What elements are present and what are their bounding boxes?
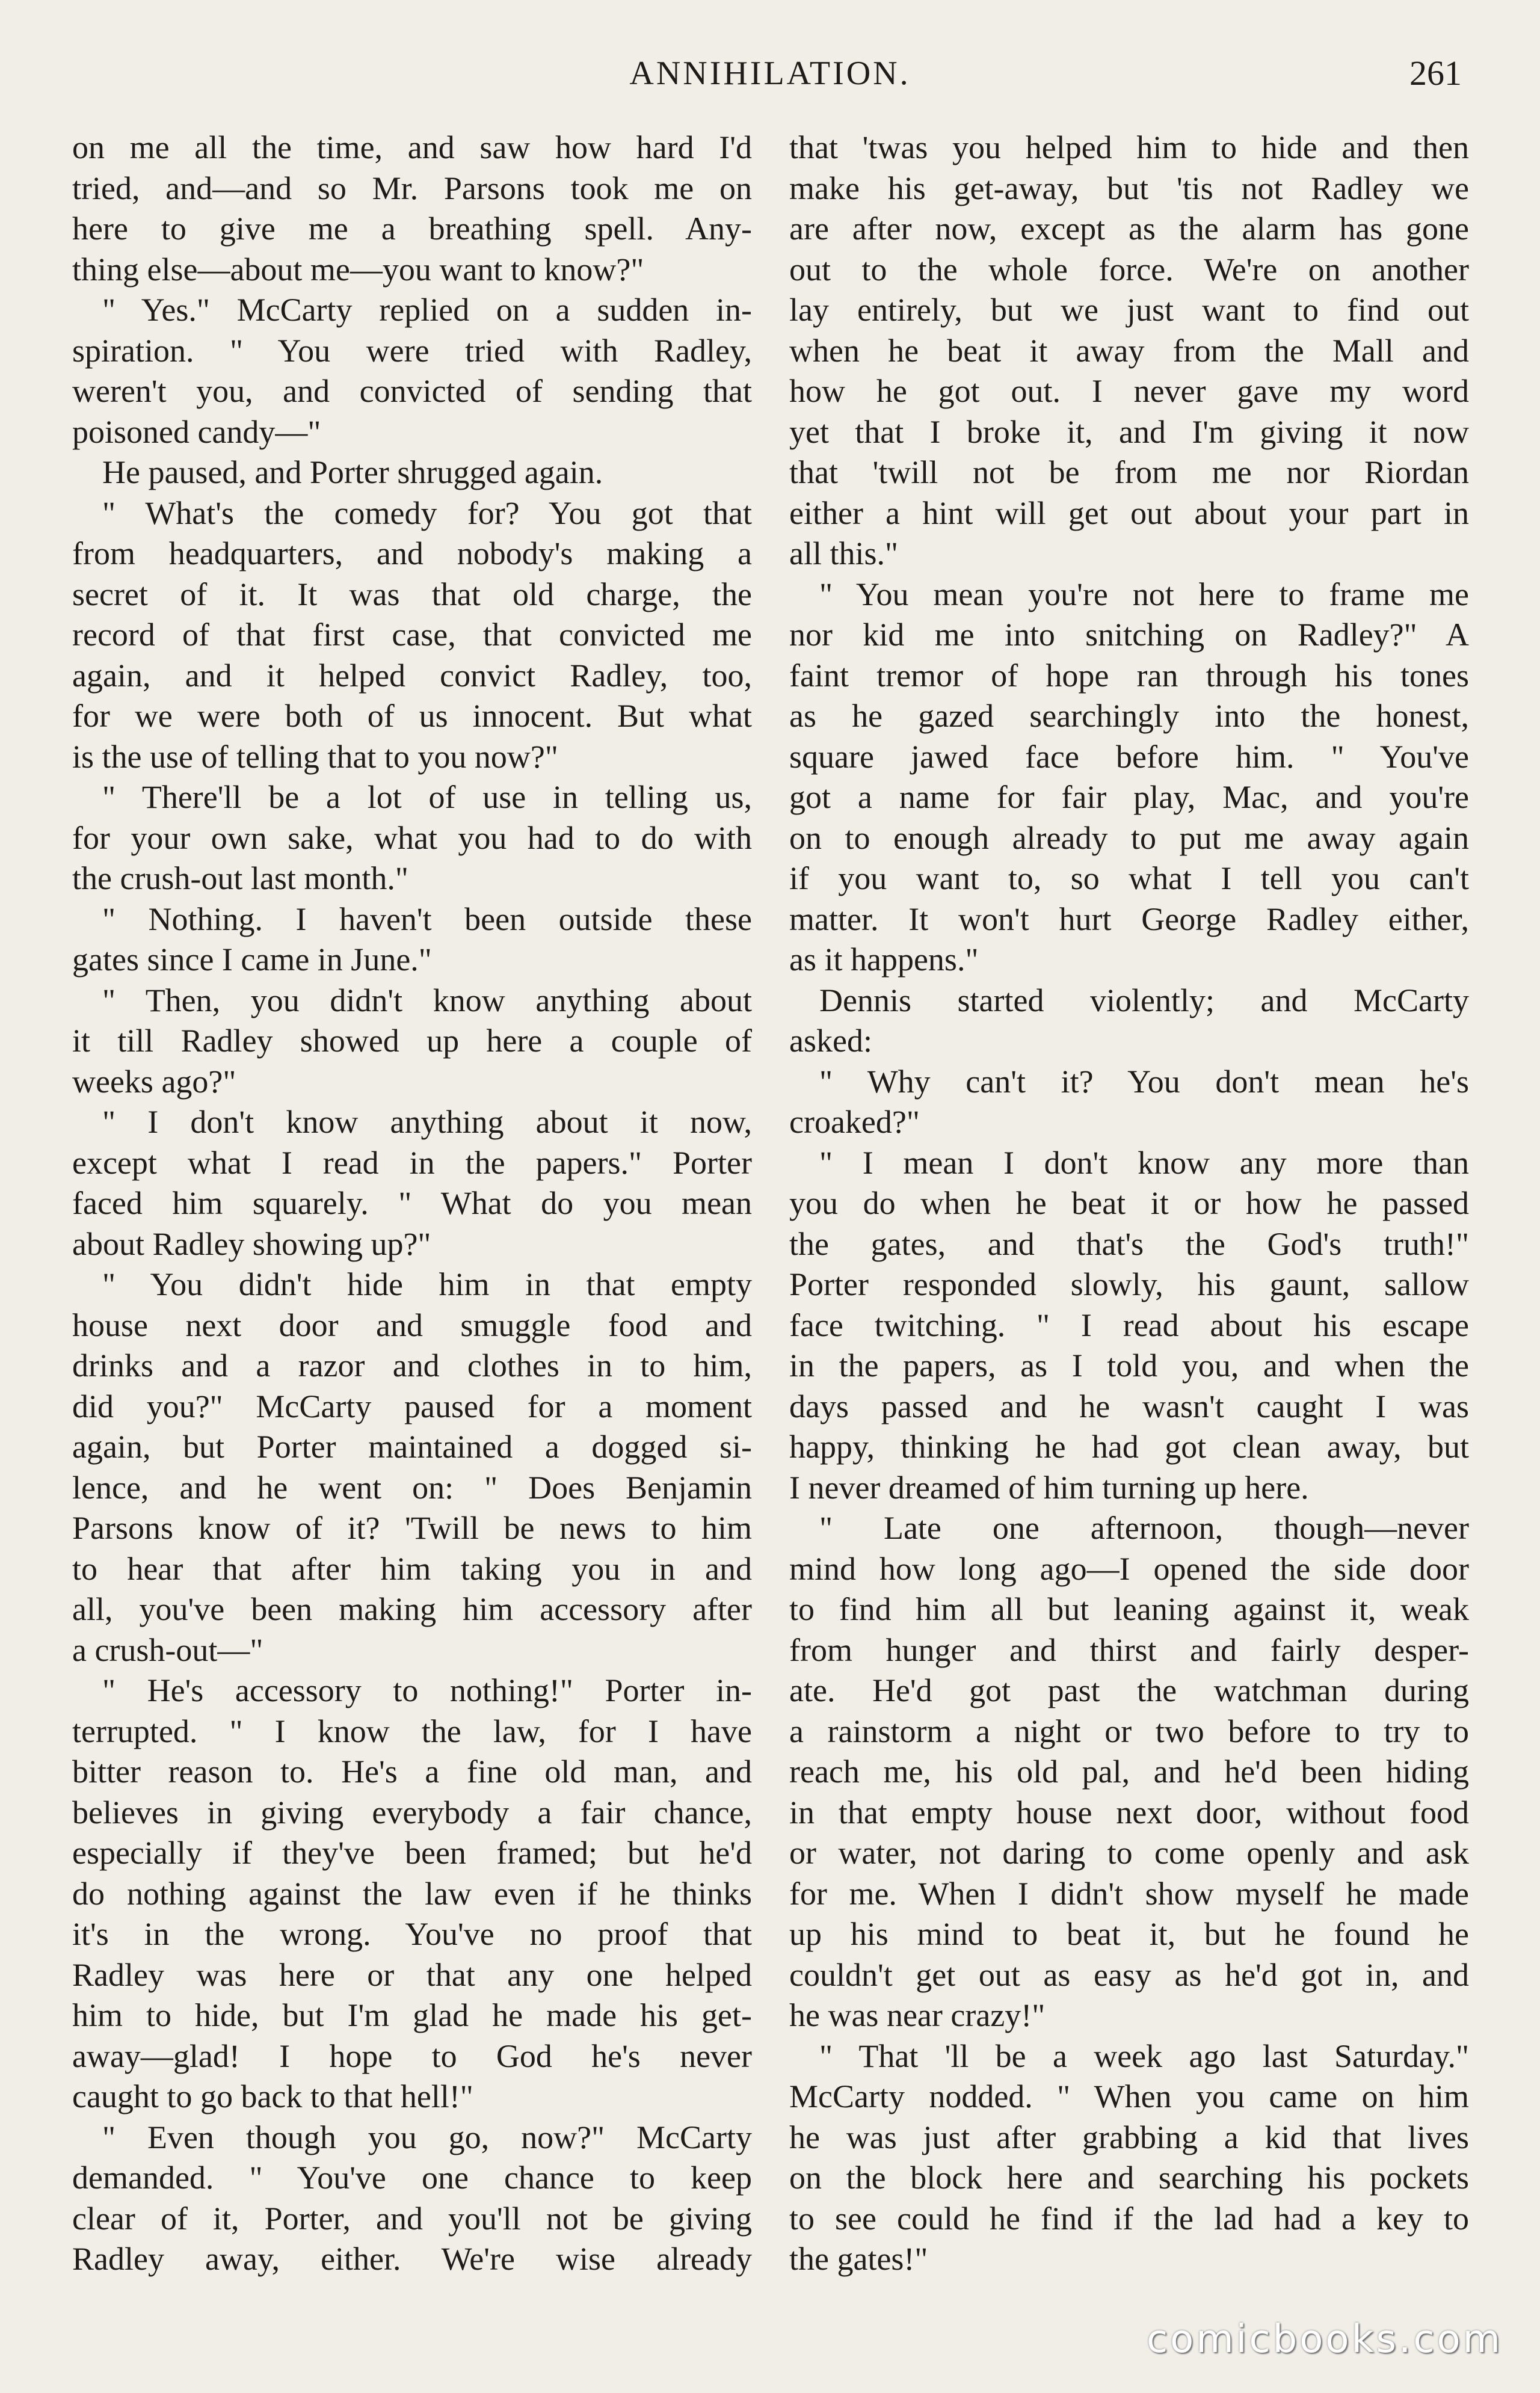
text-line: " There'll be a lot of use in telling us,: [102, 779, 752, 815]
text-line: make his get-away, but 'tis not Radley we: [789, 170, 1469, 206]
text-line: again, and it helped convict Radley, too,: [72, 657, 752, 694]
text-line: out to the whole force. We're on another: [789, 251, 1469, 288]
text-line: it's in the wrong. You've no proof that: [72, 1916, 752, 1952]
text-line: weeks ago?": [72, 1063, 236, 1100]
text-line: caught to go back to that hell!": [72, 2078, 473, 2114]
text-line: how he got out. I never gave my word: [789, 373, 1469, 409]
text-line: lence, and he went on: " Does Benjamin: [72, 1469, 752, 1506]
text-line: in that empty house next door, without food: [789, 1794, 1469, 1831]
text-line: faced him squarely. " What do you mean: [72, 1185, 752, 1221]
text-line: " That 'll be a week ago last Saturday.": [819, 2037, 1469, 2074]
text-line: Radley was here or that any one helped: [72, 1956, 752, 1993]
text-line: nor kid me into snitching on Radley?" A: [789, 617, 1469, 653]
text-line: He paused, and Porter shrugged again.: [102, 454, 603, 490]
text-line: from hunger and thirst and fairly desper-: [789, 1631, 1469, 1668]
text-line: it till Radley showed up here a couple of: [72, 1023, 752, 1059]
text-line: couldn't get out as easy as he'd got in, and: [789, 1956, 1469, 1993]
text-line: to find him all but leaning against it, weak: [789, 1591, 1469, 1627]
text-line: you do when he beat it or how he passed: [789, 1185, 1469, 1221]
running-title: ANNIHILATION.: [629, 55, 911, 92]
text-line: Dennis started violently; and McCarty: [819, 982, 1469, 1018]
text-line: in the papers, as I told you, and when the: [789, 1347, 1469, 1384]
text-line: on me all the time, and saw how hard I'd: [72, 129, 752, 165]
text-line: " Late one afternoon, though—never: [819, 1510, 1469, 1546]
text-line: away—glad! I hope to God he's never: [72, 2037, 752, 2074]
text-line: when he beat it away from the Mall and: [789, 332, 1469, 369]
text-line: " Yes." McCarty replied on a sudden in-: [102, 292, 752, 328]
text-line: all, you've been making him accessory after: [72, 1591, 752, 1627]
text-line: Radley away, either. We're wise already: [72, 2241, 752, 2277]
text-line: as it happens.": [789, 941, 979, 978]
text-line: square jawed face before him. " You've: [789, 738, 1469, 775]
text-line: him to hide, but I'm glad he made his get-: [72, 1997, 752, 2033]
text-line: especially if they've been framed; but he'd: [72, 1835, 752, 1871]
text-line: mind how long ago—I opened the side door: [789, 1550, 1469, 1587]
text-line: are after now, except as the alarm has gone: [789, 211, 1469, 247]
text-line: he was just after grabbing a kid that lives: [789, 2119, 1469, 2155]
text-line: do nothing against the law even if he thinks: [72, 1875, 752, 1912]
text-line: a rainstorm a night or two before to try to: [789, 1713, 1469, 1749]
text-line: record of that first case, that convicted me: [72, 617, 752, 653]
text-line: " Nothing. I haven't been outside these: [102, 901, 752, 937]
text-line: " You mean you're not here to frame me: [819, 576, 1469, 612]
text-line: all this.": [789, 535, 899, 571]
text-line: except what I read in the papers." Porter: [72, 1144, 752, 1181]
text-line: about Radley showing up?": [72, 1225, 431, 1262]
text-line: from headquarters, and nobody's making a: [72, 535, 752, 571]
text-line: I never dreamed of him turning up here.: [789, 1469, 1309, 1506]
text-line: or water, not daring to come openly and ask: [789, 1835, 1469, 1871]
text-line: ate. He'd got past the watchman during: [789, 1672, 1469, 1708]
text-line: the gates!": [789, 2241, 928, 2277]
text-line: is the use of telling that to you now?": [72, 738, 558, 775]
text-line: to hear that after him taking you in and: [72, 1550, 752, 1587]
text-line: lay entirely, but we just want to find out: [789, 292, 1469, 328]
text-line: days passed and he wasn't caught I was: [789, 1388, 1469, 1424]
text-line: croaked?": [789, 1104, 920, 1140]
text-line: that 'twill not be from me nor Riordan: [789, 454, 1469, 490]
text-line: yet that I broke it, and I'm giving it now: [789, 413, 1469, 450]
text-line: here to give me a breathing spell. Any-: [72, 211, 752, 247]
text-line: poisoned candy—": [72, 413, 321, 450]
text-line: McCarty nodded. " When you came on him: [789, 2078, 1469, 2114]
text-line: bitter reason to. He's a fine old man, and: [72, 1754, 752, 1790]
watermark: comicbooks.com: [1146, 2317, 1503, 2362]
left-text-column: [72, 128, 752, 2280]
text-line: " Even though you go, now?" McCarty: [102, 2119, 752, 2155]
text-line: did you?" McCarty paused for a moment: [72, 1388, 752, 1424]
text-line: Porter responded slowly, his gaunt, sallow: [789, 1266, 1469, 1302]
text-line: " You didn't hide him in that empty: [102, 1266, 752, 1302]
text-line: for me. When I didn't show myself he made: [789, 1875, 1469, 1912]
text-line: got a name for fair play, Mac, and you're: [789, 779, 1469, 815]
text-line: for we were both of us innocent. But what: [72, 698, 752, 734]
text-line: secret of it. It was that old charge, the: [72, 576, 752, 612]
right-text-column: [789, 128, 1469, 2280]
text-line: if you want to, so what I tell you can't: [789, 860, 1469, 896]
text-line: spiration. " You were tried with Radley,: [72, 332, 752, 369]
text-line: gates since I came in June.": [72, 941, 432, 978]
text-line: tried, and—and so Mr. Parsons took me on: [72, 170, 752, 206]
text-line: Parsons know of it? 'Twill be news to him: [72, 1510, 752, 1546]
text-line: on to enough already to put me away again: [789, 819, 1469, 856]
text-line: matter. It won't hurt George Radley either,: [789, 901, 1469, 937]
text-line: house next door and smuggle food and: [72, 1307, 752, 1343]
text-line: believes in giving everybody a fair chance,: [72, 1794, 752, 1831]
text-line: that 'twas you helped him to hide and then: [789, 129, 1469, 165]
page-header: [0, 48, 1540, 102]
text-line: face twitching. " I read about his escape: [789, 1307, 1469, 1343]
text-line: " He's accessory to nothing!" Porter in-: [102, 1672, 752, 1708]
text-line: either a hint will get out about your part in: [789, 494, 1469, 531]
text-line: on the block here and searching his pockets: [789, 2160, 1469, 2196]
text-line: up his mind to beat it, but he found he: [789, 1916, 1469, 1952]
text-line: the crush-out last month.": [72, 860, 408, 896]
text-line: as he gazed searchingly into the honest,: [789, 698, 1469, 734]
text-line: a crush-out—": [72, 1631, 263, 1668]
text-line: thing else—about me—you want to know?": [72, 251, 644, 288]
text-line: " Why can't it? You don't mean he's: [819, 1063, 1469, 1100]
text-line: " I don't know anything about it now,: [102, 1104, 752, 1140]
text-line: he was near crazy!": [789, 1997, 1046, 2033]
text-line: faint tremor of hope ran through his tones: [789, 657, 1469, 694]
text-line: reach me, his old pal, and he'd been hiding: [789, 1754, 1469, 1790]
text-line: again, but Porter maintained a dogged si-: [72, 1429, 752, 1465]
text-line: the gates, and that's the God's truth!": [789, 1225, 1469, 1262]
text-line: happy, thinking he had got clean away, but: [789, 1429, 1469, 1465]
page-number: 261: [1409, 54, 1462, 93]
text-line: to see could he find if the lad had a key to: [789, 2200, 1469, 2237]
text-line: terrupted. " I know the law, for I have: [72, 1713, 752, 1749]
text-line: " What's the comedy for? You got that: [102, 494, 752, 531]
text-line: demanded. " You've one chance to keep: [72, 2160, 752, 2196]
text-line: weren't you, and convicted of sending that: [72, 373, 752, 409]
text-line: asked:: [789, 1023, 872, 1059]
text-line: for your own sake, what you had to do with: [72, 819, 752, 856]
text-line: drinks and a razor and clothes in to him,: [72, 1347, 752, 1384]
text-line: " I mean I don't know any more than: [819, 1144, 1469, 1181]
text-line: " Then, you didn't know anything about: [102, 982, 752, 1018]
text-line: clear of it, Porter, and you'll not be giving: [72, 2200, 752, 2237]
